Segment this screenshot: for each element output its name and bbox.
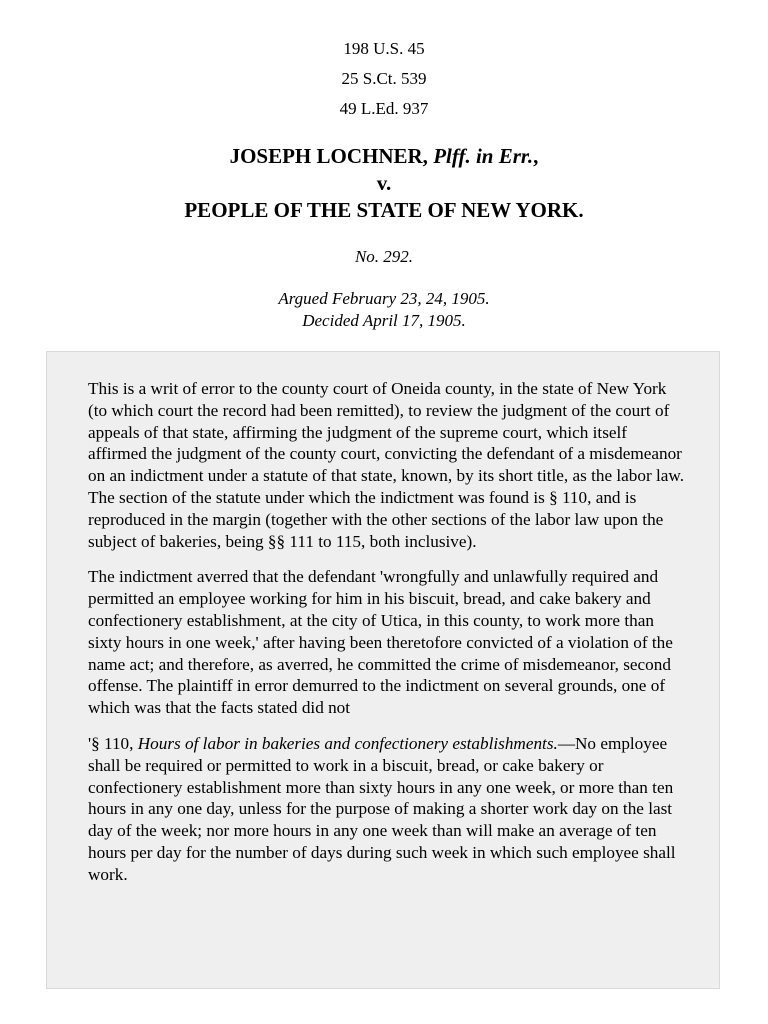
case-dates (0, 288, 768, 332)
case-caption (0, 143, 768, 224)
paragraph-writ-of-error: This is a writ of error to the county court of Oneida county, in the state of New York (to which court the record had been remitted), to review the judgment of the court of appeals of that state, affirming the judgment of the supreme court, which itself affirmed the judgment of the county court, convicting the defendant of a misdemeanor on an indictment under a statute of that state, known, by its short title, as the labor law. The section of the statute under which the indictment was found is § 110, and is reproduced in the margin (together with the other sections of the labor law upon the subject of bakeries, being §§ 111 to 115, both inclusive). (88, 379, 685, 551)
decided-date: Decided April 17, 1905. (302, 311, 466, 330)
citation-supreme-court-reporter: 25 S.Ct. 539 (341, 69, 427, 88)
paragraph-indictment: The indictment averred that the defendant 'wrongfully and unlawfully required and permitted an employee working for him in his biscuit, bread, and cake bakery and confectionery establishment, at the city of Utica, in this county, to work more than sixty hours in one week,' after having been theretofore convicted of a violation of the name act; and therefore, as averred, he committed the crime of misdemeanor, second offense. The plaintiff in error demurred to the indictment on several grounds, one of which was that the facts stated did not (88, 567, 673, 718)
caption-defendant: PEOPLE OF THE STATE OF NEW YORK. (184, 198, 584, 222)
docket-number: No. 292. (354, 247, 414, 266)
argued-date: Argued February 23, 24, 1905. (278, 289, 490, 308)
citations (0, 34, 768, 124)
statute-section-heading: Hours of labor in bakeries and confectionery establishments. (137, 733, 558, 753)
plaintiff-role: Plff. in Err. (433, 144, 534, 168)
plaintiff-tail: , (533, 144, 539, 168)
citation-lawyers-edition: 49 L.Ed. 937 (339, 99, 429, 118)
paragraph-statute-110 (88, 733, 688, 886)
statute-section-prefix: '§ 110, (88, 733, 138, 753)
citation-us-reports: 198 U.S. 45 (343, 39, 425, 58)
opinion-body-text (88, 378, 688, 900)
caption-plaintiff-line (0, 143, 768, 170)
statute-section-body: —No employee shall be required or permitted to work in a biscuit, bread, or cake bakery or confectionery establishment more than sixty hours in any one week, or more than ten hours in any one day, unless for the purpose of making a shorter work day on the last day of the week; nor more hours in any one week than will make an average of ten hours per day for the number of days during such week in which such employee shall work. (88, 733, 676, 884)
caption-versus: v. (376, 171, 392, 195)
plaintiff-name: JOSEPH LOCHNER, (229, 144, 428, 168)
